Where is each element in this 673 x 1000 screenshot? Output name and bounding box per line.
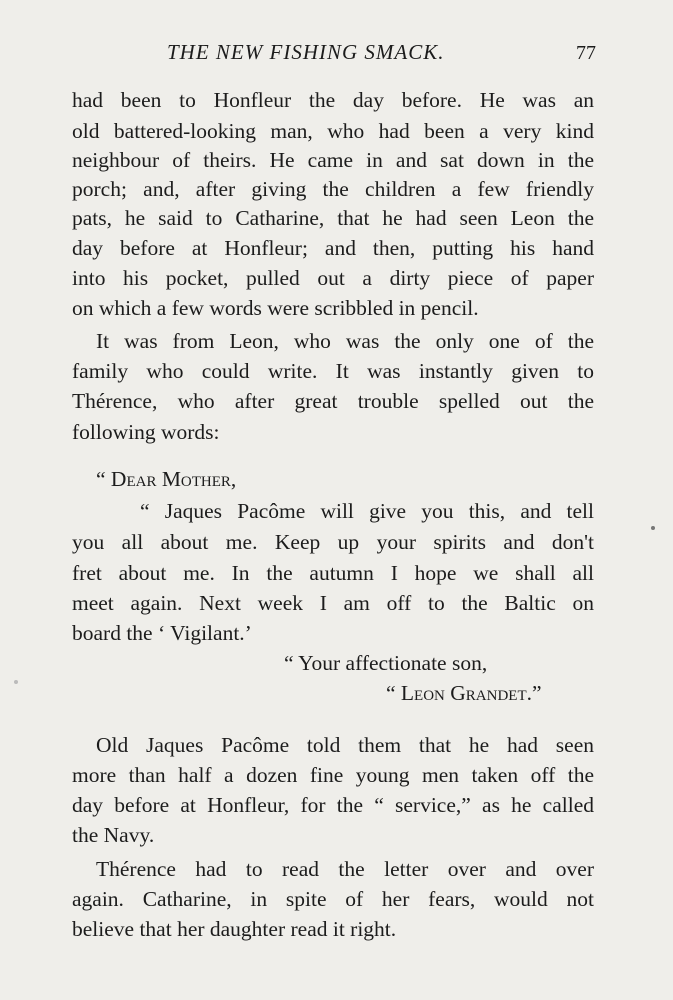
letter-signature: “ Leon Grandet.” xyxy=(386,681,542,705)
page-number: 77 xyxy=(576,42,596,64)
text-line: following words: xyxy=(72,420,220,444)
text-line: day before at Honfleur, for the “ service,” as he called xyxy=(72,793,594,817)
text-line: the Navy. xyxy=(72,823,155,847)
running-head xyxy=(72,40,596,74)
text-line: “ Jaques Pacôme will give you this, and tell xyxy=(140,499,594,523)
letter-salutation: “ Dear Mother, xyxy=(96,467,237,491)
text-line: you all about me. Keep up your spirits and don't xyxy=(72,530,594,554)
text-line: fret about me. In the autumn I hope we shall all xyxy=(72,561,594,585)
text-line: into his pocket, pulled out a dirty piece of paper xyxy=(72,266,594,290)
text-line: more than half a dozen fine young men taken off the xyxy=(72,763,594,787)
letter-closing: “ Your affectionate son, xyxy=(284,651,488,675)
text-line: on which a few words were scribbled in pencil. xyxy=(72,296,479,320)
running-title: THE NEW FISHING SMACK. xyxy=(167,40,445,64)
text-line: believe that her daughter read it right. xyxy=(72,917,397,941)
text-line: board the ‘ Vigilant.’ xyxy=(72,621,252,645)
text-line: had been to Honfleur the day before. He was an xyxy=(72,88,594,112)
text-line: neighbour of theirs. He came in and sat down in the xyxy=(72,148,594,172)
text-line: Thérence had to read the letter over and over xyxy=(96,857,594,881)
print-speck xyxy=(14,680,18,684)
text-line: Old Jaques Pacôme told them that he had seen xyxy=(96,733,594,757)
text-line: pats, he said to Catharine, that he had seen Leon the xyxy=(72,206,594,230)
text-line: It was from Leon, who was the only one of the xyxy=(96,329,594,353)
print-speck xyxy=(651,526,655,530)
text-line: porch; and, after giving the children a few friendly xyxy=(72,177,594,201)
text-line: day before at Honfleur; and then, putting his hand xyxy=(72,236,594,260)
text-line: Thérence, who after great trouble spelled out the xyxy=(72,389,594,413)
text-line: family who could write. It was instantly given to xyxy=(72,359,594,383)
text-line: meet again. Next week I am off to the Baltic on xyxy=(72,591,594,615)
text-line: old battered-looking man, who had been a very kind xyxy=(72,119,594,143)
text-line: again. Catharine, in spite of her fears, would not xyxy=(72,887,594,911)
